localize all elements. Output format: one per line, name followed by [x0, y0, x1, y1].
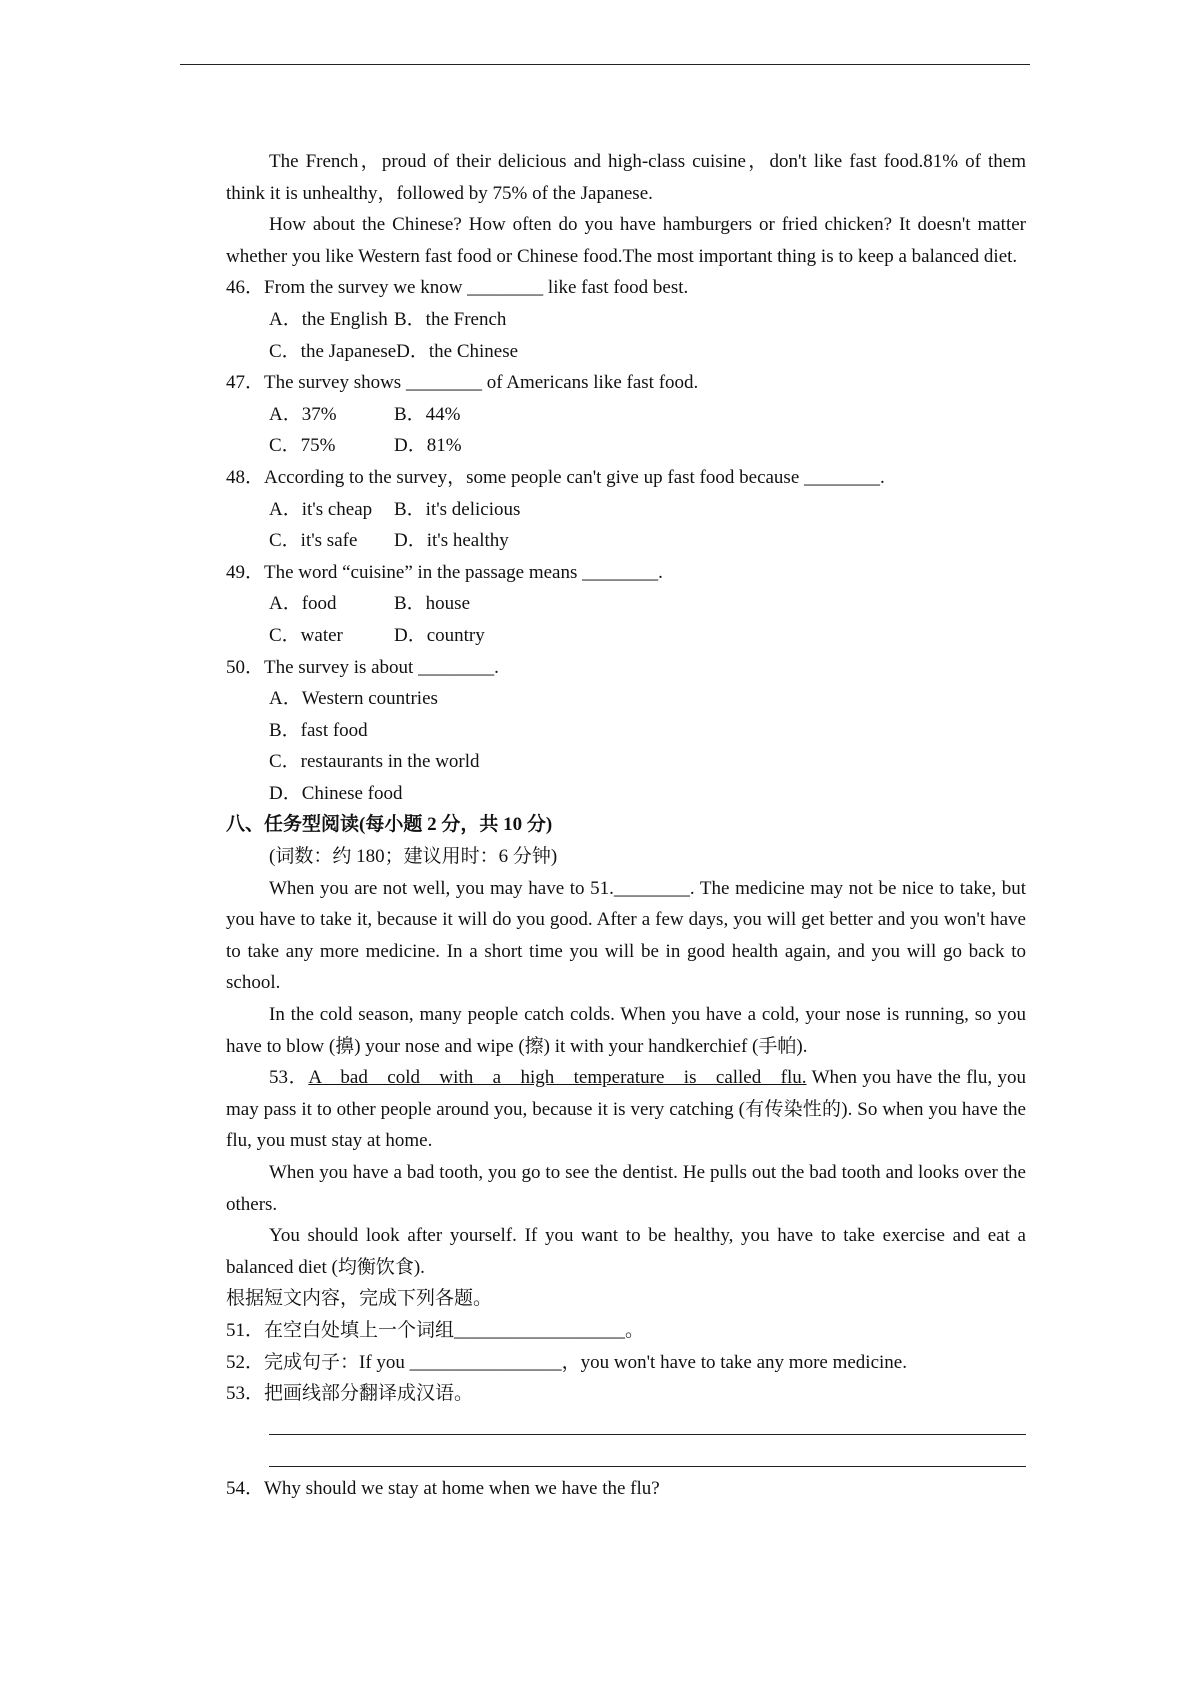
question-51: 51．在空白处填上一个词组__________________。: [226, 1319, 645, 1341]
answer-option[interactable]: A．37%: [269, 403, 337, 425]
option-row: [269, 588, 1026, 620]
option-row: [269, 430, 1026, 462]
answer-option[interactable]: D．Chinese food: [269, 782, 403, 804]
passage-paragraph-1: The French，proud of their delicious and high-class cuisine，don't like fast food.81% of them think it is unhealthy，followed by 75% of the Japanese.: [226, 151, 1026, 204]
option-row: [269, 715, 1026, 747]
answer-option[interactable]: B．fast food: [269, 719, 368, 741]
question-stem: 50．The survey is about ________.: [226, 656, 499, 678]
answer-option[interactable]: C．the Japanese: [269, 340, 397, 362]
answer-option[interactable]: A．food: [269, 593, 337, 615]
header-rule: [180, 64, 1030, 65]
answer-option[interactable]: D．it's healthy: [394, 530, 509, 552]
task-paragraph-1: When you are not well, you may have to 51.________. The medicine may not be nice to take, but you have to take it, because it will do you good. After a few days, you will get better and you won't have to take any more medicine. In a short time you will be in good health again, and you will go back to school.: [226, 877, 1026, 994]
passage-paragraph-2: How about the Chinese? How often do you have hamburgers or fried chicken? It doesn't matter whether you like Western fast food or Chinese food.The most important thing is to keep a balanced diet.: [226, 214, 1026, 267]
answer-option[interactable]: D．country: [394, 624, 485, 646]
answer-line-1[interactable]: [269, 1410, 1026, 1442]
option-row: [269, 746, 1026, 778]
answer-option[interactable]: B．44%: [394, 403, 461, 425]
answer-option[interactable]: D．the Chinese: [396, 340, 519, 362]
question-stem: 47．The survey shows ________ of Americans like fast food.: [226, 372, 699, 394]
question-list: [226, 272, 1026, 809]
answer-option[interactable]: B．it's delicious: [394, 498, 521, 520]
answer-option[interactable]: D．81%: [394, 435, 462, 457]
option-row: [269, 304, 1026, 336]
option-row: [269, 683, 1026, 715]
question-54: 54．Why should we stay at home when we have the flu?: [226, 1477, 660, 1499]
task-instruction: 根据短文内容，完成下列各题。: [226, 1288, 493, 1310]
q53-marker: 53．: [269, 1067, 309, 1089]
option-row: [269, 525, 1026, 557]
underlined-sentence: A bad cold with a high temperature is called flu.: [308, 1067, 807, 1089]
answer-option[interactable]: C．it's safe: [269, 530, 358, 552]
question-53: 53．把画线部分翻译成汉语。: [226, 1383, 474, 1405]
question-stem: 48．According to the survey，some people can't give up fast food because ________.: [226, 466, 885, 488]
option-row: [269, 399, 1026, 431]
task-paragraph-2: In the cold season, many people catch colds. When you have a cold, your nose is running, so you have to blow (擤) your nose and wipe (擦) it with your handkerchief (手帕).: [226, 1004, 1026, 1057]
section-note: (词数：约 180；建议用时：6 分钟): [269, 846, 558, 868]
answer-option[interactable]: C．restaurants in the world: [269, 751, 480, 773]
answer-line-2[interactable]: [269, 1441, 1026, 1473]
task-paragraph-4: When you have a bad tooth, you go to see the dentist. He pulls out the bad tooth and looks over the others.: [226, 1162, 1026, 1215]
option-row: [269, 336, 1026, 368]
answer-option[interactable]: C．75%: [269, 435, 336, 457]
option-row: [269, 620, 1026, 652]
section-title: 八、任务型阅读(每小题 2 分，共 10 分): [226, 814, 553, 836]
answer-option[interactable]: B．the French: [394, 308, 507, 330]
option-row: [269, 778, 1026, 810]
task-paragraph-5: You should look after yourself. If you want to be healthy, you have to take exercise and eat a balanced diet (均衡饮食).: [226, 1225, 1026, 1278]
answer-option[interactable]: A．it's cheap: [269, 498, 373, 520]
answer-option[interactable]: A．the English: [269, 308, 388, 330]
question-52: 52．完成句子：If you ________________，you won't have to take any more medicine.: [226, 1351, 907, 1373]
answer-option[interactable]: A．Western countries: [269, 688, 438, 710]
option-row: [269, 494, 1026, 526]
task-paragraph-3-rest: When you have the flu, you may pass it to other people around you, because it is very catching (有传染性的). So when you have the flu, you must stay at home.: [226, 1067, 1026, 1152]
answer-option[interactable]: C．water: [269, 624, 343, 646]
page-content: [226, 146, 1026, 1505]
task-paragraph-3: [226, 1062, 1026, 1157]
question-stem: 46．From the survey we know ________ like fast food best.: [226, 277, 689, 299]
question-stem: 49．The word “cuisine” in the passage means ________.: [226, 561, 663, 583]
answer-option[interactable]: B．house: [394, 593, 471, 615]
